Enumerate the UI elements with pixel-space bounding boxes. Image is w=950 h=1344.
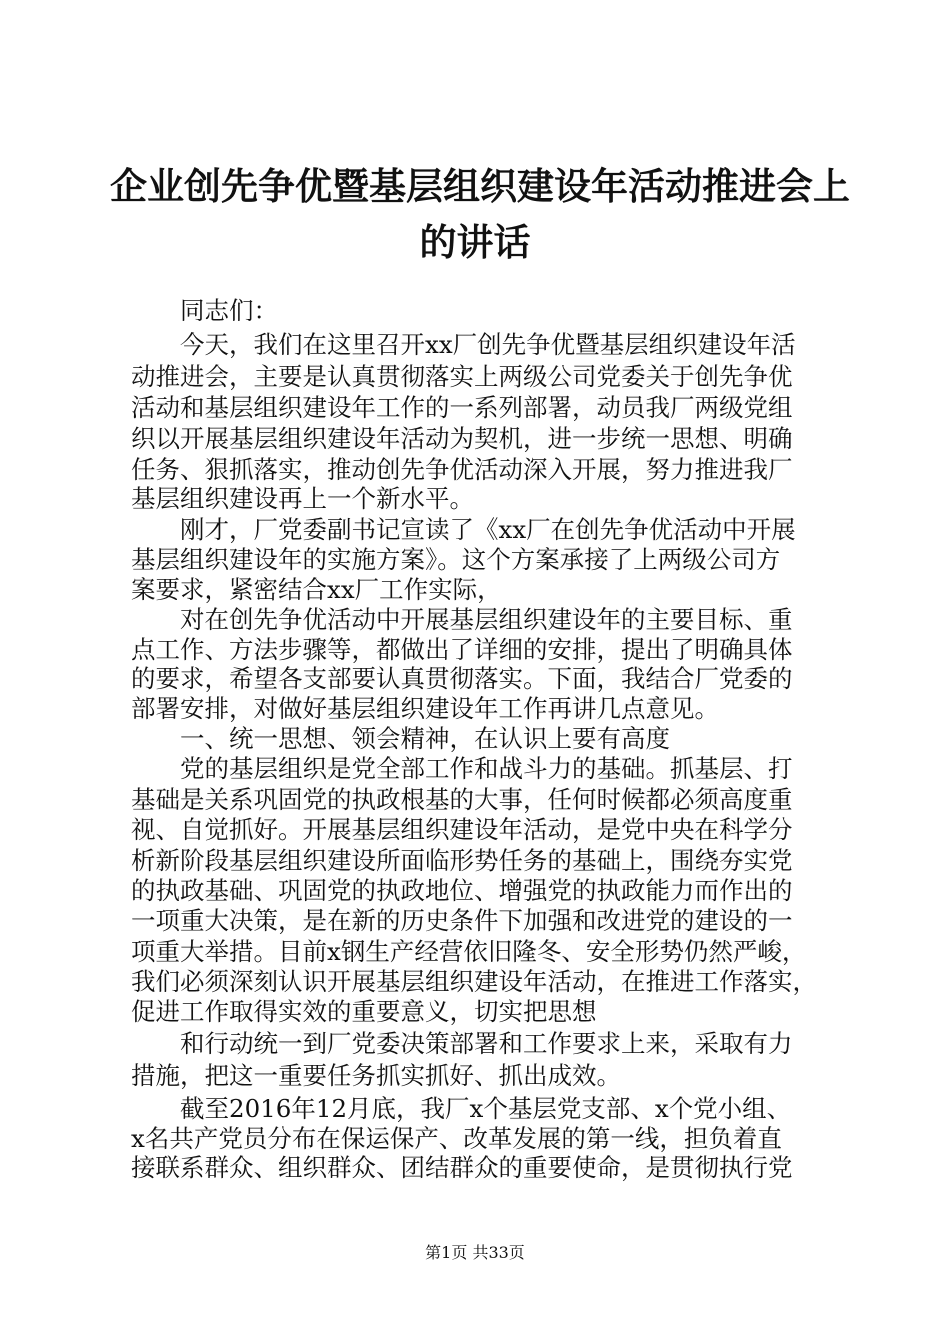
body-line: 织以开展基层组织建设年活动为契机，进一步统一思想、明确 [131,424,793,453]
body-line: 析新阶段基层组织建设所面临形势任务的基础上，围绕夯实党 [131,846,793,875]
body-line: 基层组织建设再上一个新水平。 [131,484,474,513]
body-line: 促进工作取得实效的重要意义，切实把思想 [131,997,597,1026]
body-line: 视、自觉抓好。开展基层组织建设年活动，是党中央在科学分 [131,815,793,844]
body-line: 接联系群众、组织群众、团结群众的重要使命，是贯彻执行党 [131,1153,793,1182]
body-line: 案要求，紧密结合xx厂工作实际， [131,575,502,604]
page-number-footer: 第1页 共33页 [425,1243,525,1262]
document-title-line-2: 的讲话 [419,220,531,264]
body-line: 的要求，希望各支部要认真贯彻落实。下面，我结合厂党委的 [131,664,793,693]
document-title-line-1: 企业创先争优暨基层组织建设年活动推进会上 [110,164,850,208]
body-line: 基础是关系巩固党的执政根基的大事，任何时候都必须高度重 [131,785,793,814]
body-line: 措施，把这一重要任务抓实抓好、抓出成效。 [131,1061,621,1090]
body-line: 党的基层组织是党全部工作和战斗力的基础。抓基层、打 [131,754,793,783]
body-line: 活动和基层组织建设年工作的一系列部署，动员我厂两级党组 [131,393,793,422]
body-line: 我们必须深刻认识开展基层组织建设年活动，在推进工作落实， [131,967,817,996]
body-line: 的执政基础、巩固党的执政地位、增强党的执政能力而作出的 [131,876,793,905]
body-line: 对在创先争优活动中开展基层组织建设年的主要目标、重 [131,605,793,634]
body-line: 截至2016年12月底，我厂x个基层党支部、x个党小组、 [131,1094,792,1123]
body-line: 任务、狠抓落实，推动创先争优活动深入开展，努力推进我厂 [131,455,793,484]
body-line: 项重大举措。目前x钢生产经营依旧隆冬、安全形势仍然严峻， [131,937,807,966]
body-line: 同志们： [131,296,278,325]
body-line: 刚才，厂党委副书记宣读了《xx厂在创先争优活动中开展 [131,515,796,544]
section-heading: 一、统一思想、领会精神，在认识上要有高度 [131,724,670,753]
body-line: 点工作、方法步骤等，都做出了详细的安排，提出了明确具体 [131,635,793,664]
body-line: 一项重大决策，是在新的历史条件下加强和改进党的建设的一 [131,906,793,935]
body-line: x名共产党员分布在保运保产、改革发展的第一线，担负着直 [131,1124,782,1153]
body-line: 部署安排，对做好基层组织建设年工作再讲几点意见。 [131,694,719,723]
body-line: 基层组织建设年的实施方案》。这个方案承接了上两级公司方 [131,545,781,574]
body-line: 动推进会，主要是认真贯彻落实上两级公司党委关于创先争优 [131,362,793,391]
body-line: 今天，我们在这里召开xx厂创先争优暨基层组织建设年活 [131,330,796,359]
body-line: 和行动统一到厂党委决策部署和工作要求上来，采取有力 [131,1029,793,1058]
